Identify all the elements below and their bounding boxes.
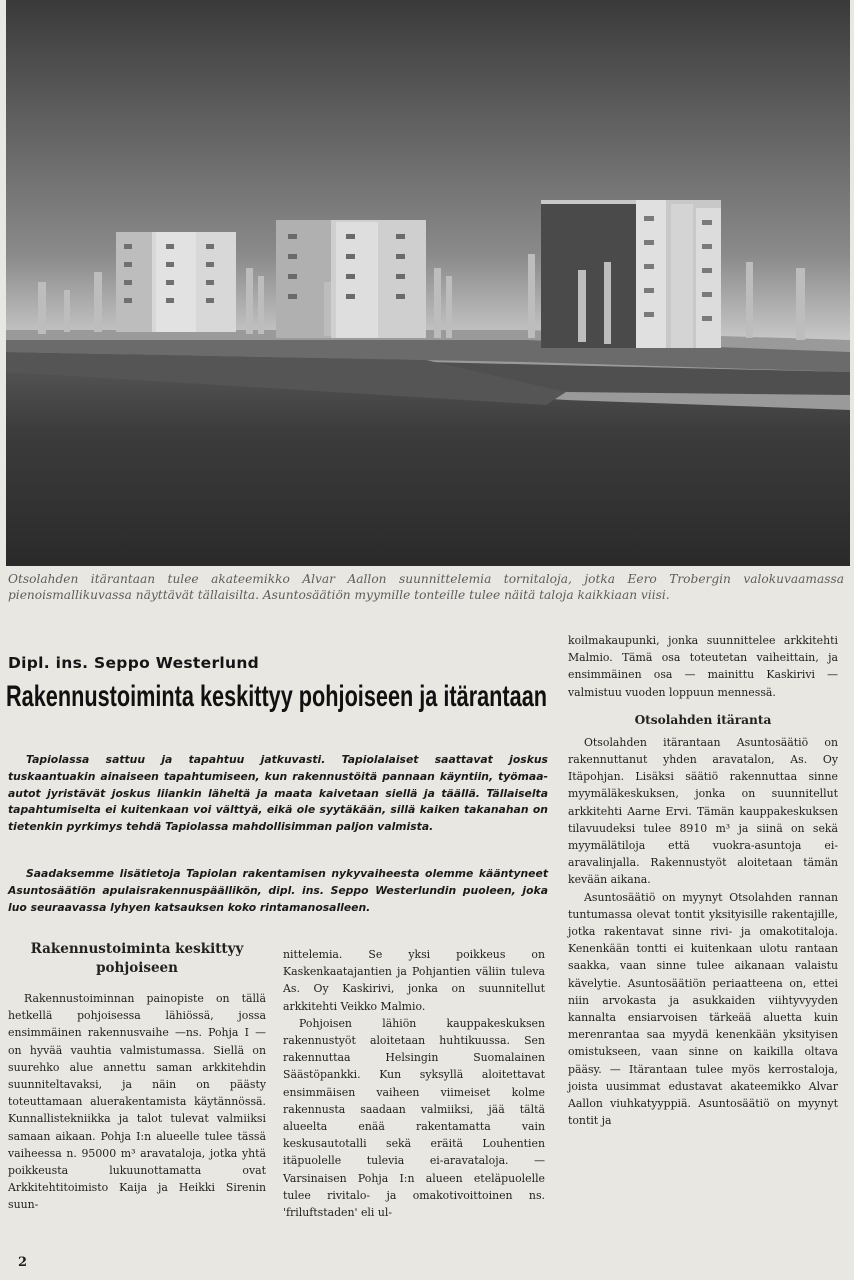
- body-paragraph: nittelemia. Se yksi poikkeus on Kaskenkaatajantien ja Pohjantien väliin tuleva As. Oy Kaskirivi, jonka on suunnitellut arkkitehti Veikko Malmio.: [283, 948, 545, 1013]
- lead-paragraph: Tapiolassa sattuu ja tapahtuu jatkuvasti. Tapiolalaiset saattavat joskus tuskaantuakin ainaiseen tapahtumiseen, kun rakennustöitä pannaan käyntiin, työmaa-autot jyristävät joskus liiankin läheltä ja maata kaivetaan siellä ja täällä. Tällaiselta tapahtumiselta ei kuitenkaan voi välttyä, eikä ole syytäkään, sillä kaiken takanahan on tietenkin pyrkimys tehdä Tapiolassa mahdollisimman paljon valmista.: [8, 753, 548, 834]
- photo-caption: Otsolahden itärantaan tulee akateemikko Alvar Aallon suunnittelemia tornitaloja, jotka Eero Trobergin valokuvaamassa pienoismallikuvassa näyttävät tällaisilta. Asuntosäätiön myymille tonteille tulee näitä taloja kaikkiaan viisi.: [8, 572, 844, 602]
- page-number: 2: [18, 1255, 28, 1270]
- column-right: [568, 632, 838, 1129]
- body-paragraph: Pohjoisen lähiön kauppakeskuksen rakennustyöt aloitetaan huhtikuussa. Sen rakennuttaa Helsingin Suomalainen Säästöpankki. Kun syksyllä aloitettavat ensimmäisen vaiheen viimeiset kolme rakennusta saadaan valmiiksi, jää tältä alueelta enää rakentamatta vain keskusautotalli sekä eräitä Louhentien itäpuolelle tulevia ei-aravataloja. — Varsinaisen Pohja I:n alueen eteläpuolelle tulee rivitalo- ja omakotivoittoinen ns. 'friluftstaden' eli ul-: [283, 1016, 545, 1220]
- architectural-model-photo: [6, 0, 850, 566]
- section-heading: Rakennustoiminta keskittyy pohjoiseen: [30, 941, 244, 976]
- author-byline: Dipl. ins. Seppo Westerlund: [8, 654, 260, 672]
- article-headline: Rakennustoiminta keskittyy pohjoiseen ja itärantaan: [6, 680, 548, 713]
- body-paragraph: Asuntosäätiö on myynyt Otsolahden rannan tuntumassa olevat tontit yksityisille rakentajille, jotka rakentavat sinne rivi- ja omakotitaloja. Kenenkään tontti ei kuitenkaan ulotu rantaan saakka, vaan sinne tulee aikanaan valaistu kävelytie. Asuntosäätiön periaatteena on, ettei niin arvokasta ja asukkaiden viihtyvyyden kannalta ensiarvoisen tärkeää aluetta kuin merenrantaa saa myydä kenenkään yksityisen omistukseen, vaan sinne on kaikilla oltava pääsy. — Itärantaan tulee myös kerrostaloja, joista uusimmat edustavat akateemikko Alvar Aallon viuhkatyyppiä. Asuntosäätiö on myynyt tontit ja: [568, 890, 838, 1128]
- lead-paragraph: Saadaksemme lisätietoja Tapiolan rakentamisen nykyvaiheesta olemme kääntyneet Asuntosäätiön apulaisrakennuspäällikön, dipl. ins. Seppo Westerlundin puoleen, joka luo seuraavassa lyhyen katsauksen koko rintamanosalleen.: [8, 867, 548, 914]
- body-paragraph: koilmakaupunki, jonka suunnittelee arkkitehti Malmio. Tämä osa toteutetan vaiheittain, ja ensimmäinen osa — mainittu Kaskirivi — valmistuu vuoden loppuun mennessä.: [568, 634, 838, 699]
- body-paragraph: Rakennustoiminnan painopiste on tällä hetkellä pohjoisessa lähiössä, jossa ensimmäinen rakennusvaihe —ns. Pohja I — on hyvää vauhtia valmistumassa. Siellä on suurehko alue annettu saman arkkitehdin suunniteltavaksi, ja näin on päästy toteuttamaan aluerakentamista käytännössä. Kunnallistekniikka ja talot tulevat valmiiksi samaan aikaan. Pohja I:n alueelle tulee tässä vaiheessa n. 95000 m³ aravataloja, jotka yhtä poikkeusta lukuunottamatta ovat Arkkitehtitoimisto Kaija ja Heikki Sirenin suun-: [8, 992, 266, 1212]
- body-paragraph: Otsolahden itärantaan Asuntosäätiö on rakennuttanut yhden aravatalon, As. Oy Itäpohjan. Lisäksi säätiö rakennuttaa sinne myymäläkeskuksen, jonka on suunnitellut arkkitehti Aarne Ervi. Tämän kauppakeskuksen tilavuudeksi tulee 8910 m³ ja siinä on sekä myymälätiloja että vuokra-asuntoja ei-aravalinjalla. Rakennustyöt aloitetaan tämän kevään aikana.: [568, 735, 838, 887]
- column-left: [8, 940, 266, 1214]
- section-heading: Otsolahden itäranta: [634, 712, 772, 727]
- column-middle: [283, 946, 545, 1221]
